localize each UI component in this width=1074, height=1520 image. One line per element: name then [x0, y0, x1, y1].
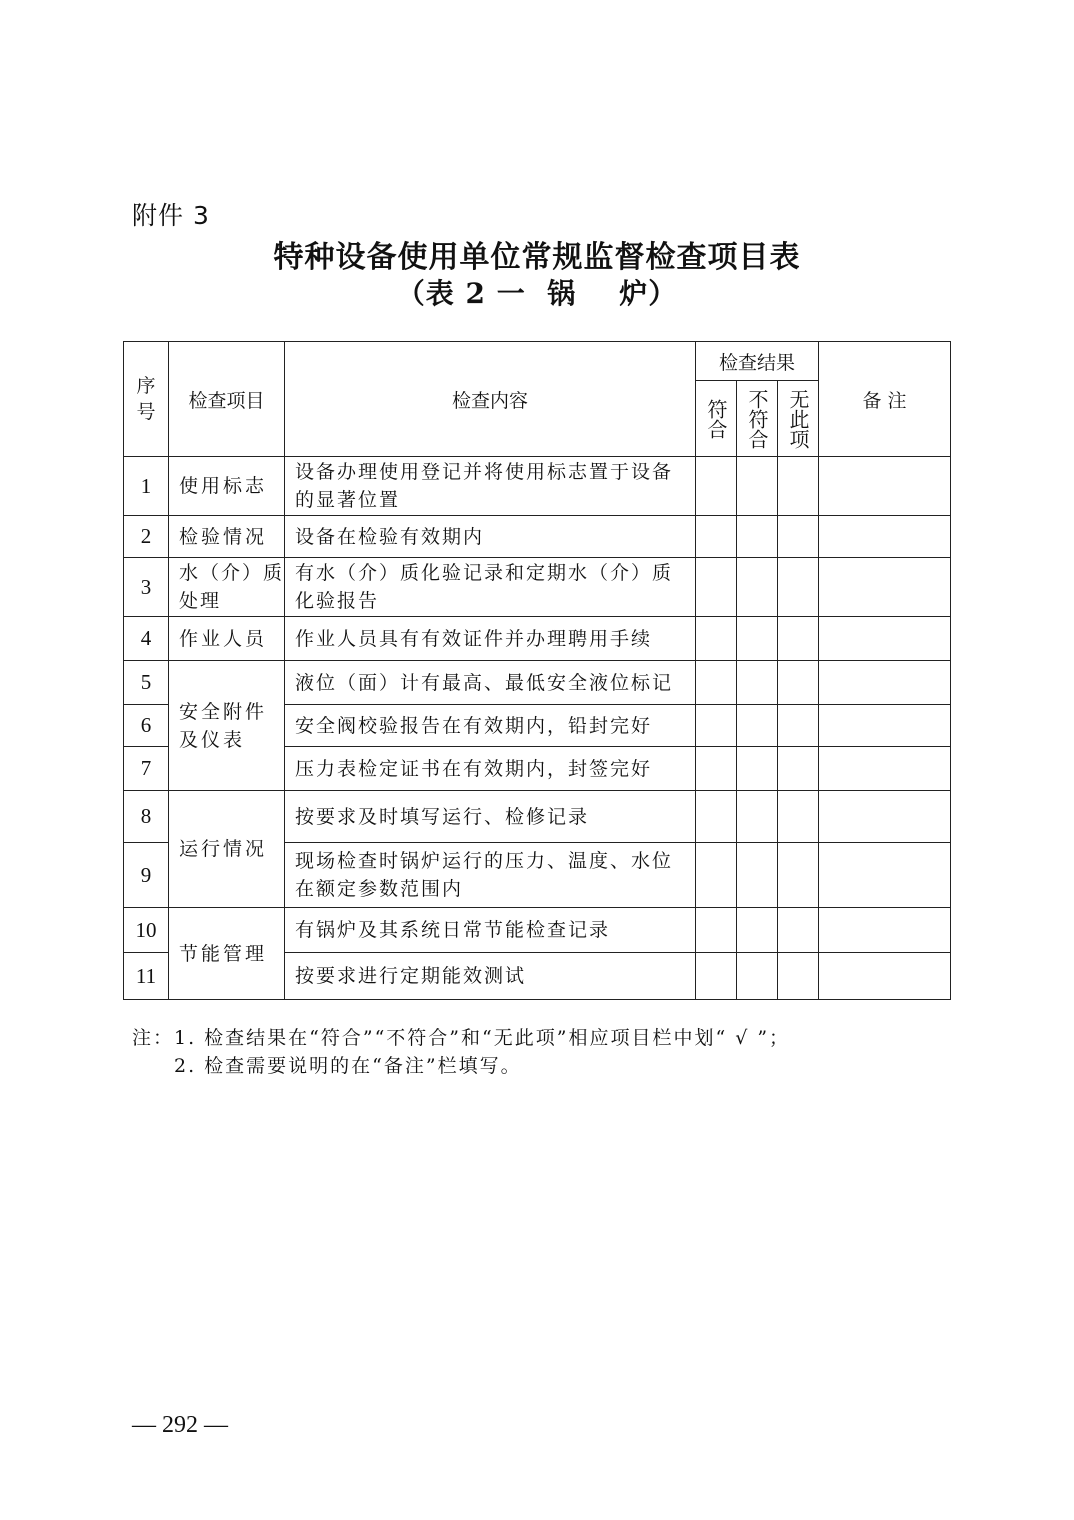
na-cell[interactable] — [778, 661, 819, 705]
nonconform-cell[interactable] — [737, 457, 778, 516]
conform-cell[interactable] — [696, 661, 737, 705]
remark-cell[interactable] — [819, 705, 951, 747]
header-seq: 序 号 — [124, 342, 169, 457]
nonconform-cell[interactable] — [737, 953, 778, 1000]
remark-cell[interactable] — [819, 908, 951, 953]
row-number: 10 — [124, 908, 169, 953]
nonconform-cell[interactable] — [737, 558, 778, 617]
check-item: 使用标志 — [169, 457, 285, 516]
row-number: 11 — [124, 953, 169, 1000]
na-cell[interactable] — [778, 791, 819, 843]
nonconform-cell[interactable] — [737, 843, 778, 908]
remark-cell[interactable] — [819, 457, 951, 516]
na-cell[interactable] — [778, 617, 819, 661]
page-subtitle: （表 2 一 锅 炉） — [396, 277, 678, 310]
na-cell[interactable] — [778, 705, 819, 747]
row-number: 5 — [124, 661, 169, 705]
check-content: 按要求及时填写运行、检修记录 — [285, 791, 696, 843]
inspection-table — [123, 341, 951, 1000]
notes — [132, 1024, 790, 1080]
remark-cell[interactable] — [819, 791, 951, 843]
header-conform: 符合 — [696, 381, 737, 457]
page-title: 特种设备使用单位常规监督检查项目表 — [273, 240, 801, 275]
check-content: 设备办理使用登记并将使用标志置于设备的显著位置 — [285, 457, 696, 516]
conform-cell[interactable] — [696, 705, 737, 747]
check-item: 作业人员 — [169, 617, 285, 661]
check-content: 作业人员具有有效证件并办理聘用手续 — [285, 617, 696, 661]
remark-cell[interactable] — [819, 843, 951, 908]
attachment-label: 附件 3 — [132, 201, 210, 230]
nonconform-cell[interactable] — [737, 791, 778, 843]
row-number: 9 — [124, 843, 169, 908]
row-number: 7 — [124, 747, 169, 791]
check-item: 运行情况 — [169, 791, 285, 908]
check-item: 安全附件及仪表 — [169, 661, 285, 791]
header-result: 检查结果 — [696, 342, 819, 381]
conform-cell[interactable] — [696, 791, 737, 843]
na-cell[interactable] — [778, 516, 819, 558]
row-number: 6 — [124, 705, 169, 747]
check-item: 节能管理 — [169, 908, 285, 1000]
remark-cell[interactable] — [819, 747, 951, 791]
na-cell[interactable] — [778, 558, 819, 617]
na-cell[interactable] — [778, 953, 819, 1000]
table-row — [124, 908, 951, 953]
check-content: 有锅炉及其系统日常节能检查记录 — [285, 908, 696, 953]
nonconform-cell[interactable] — [737, 516, 778, 558]
row-number: 4 — [124, 617, 169, 661]
nonconform-cell[interactable] — [737, 617, 778, 661]
header-item: 检查项目 — [169, 342, 285, 457]
remark-cell[interactable] — [819, 516, 951, 558]
conform-cell[interactable] — [696, 908, 737, 953]
header-na: 无此项 — [778, 381, 819, 457]
conform-cell[interactable] — [696, 457, 737, 516]
table-row — [124, 516, 951, 558]
nonconform-cell[interactable] — [737, 908, 778, 953]
row-number: 8 — [124, 791, 169, 843]
remark-cell[interactable] — [819, 953, 951, 1000]
row-number: 2 — [124, 516, 169, 558]
header-content: 检查内容 — [285, 342, 696, 457]
header-remark: 备 注 — [819, 342, 951, 457]
na-cell[interactable] — [778, 843, 819, 908]
conform-cell[interactable] — [696, 843, 737, 908]
table-row — [124, 617, 951, 661]
check-content: 按要求进行定期能效测试 — [285, 953, 696, 1000]
check-content: 设备在检验有效期内 — [285, 516, 696, 558]
row-number: 1 — [124, 457, 169, 516]
check-item: 检验情况 — [169, 516, 285, 558]
conform-cell[interactable] — [696, 953, 737, 1000]
check-content: 有水（介）质化验记录和定期水（介）质化验报告 — [285, 558, 696, 617]
table-row — [124, 558, 951, 617]
header-nonconform: 不符合 — [737, 381, 778, 457]
conform-cell[interactable] — [696, 617, 737, 661]
remark-cell[interactable] — [819, 558, 951, 617]
table-row — [124, 791, 951, 843]
remark-cell[interactable] — [819, 661, 951, 705]
check-content: 压力表检定证书在有效期内，封签完好 — [285, 747, 696, 791]
check-content: 液位（面）计有最高、最低安全液位标记 — [285, 661, 696, 705]
table-row — [124, 457, 951, 516]
row-number: 3 — [124, 558, 169, 617]
table-row — [124, 661, 951, 705]
remark-cell[interactable] — [819, 617, 951, 661]
conform-cell[interactable] — [696, 516, 737, 558]
na-cell[interactable] — [778, 908, 819, 953]
nonconform-cell[interactable] — [737, 705, 778, 747]
check-item: 水（介）质处理 — [169, 558, 285, 617]
page-number: — 292 — — [132, 1412, 228, 1438]
note-line-2: 2. 检查需要说明的在“备注”栏填写。 — [174, 1055, 522, 1077]
na-cell[interactable] — [778, 457, 819, 516]
nonconform-cell[interactable] — [737, 747, 778, 791]
check-content: 现场检查时锅炉运行的压力、温度、水位在额定参数范围内 — [285, 843, 696, 908]
na-cell[interactable] — [778, 747, 819, 791]
check-content: 安全阀校验报告在有效期内，铅封完好 — [285, 705, 696, 747]
note-line-1: 注：1. 检查结果在“符合”“不符合”和“无此项”相应项目栏中划“ √ ”； — [132, 1027, 791, 1049]
conform-cell[interactable] — [696, 747, 737, 791]
conform-cell[interactable] — [696, 558, 737, 617]
nonconform-cell[interactable] — [737, 661, 778, 705]
